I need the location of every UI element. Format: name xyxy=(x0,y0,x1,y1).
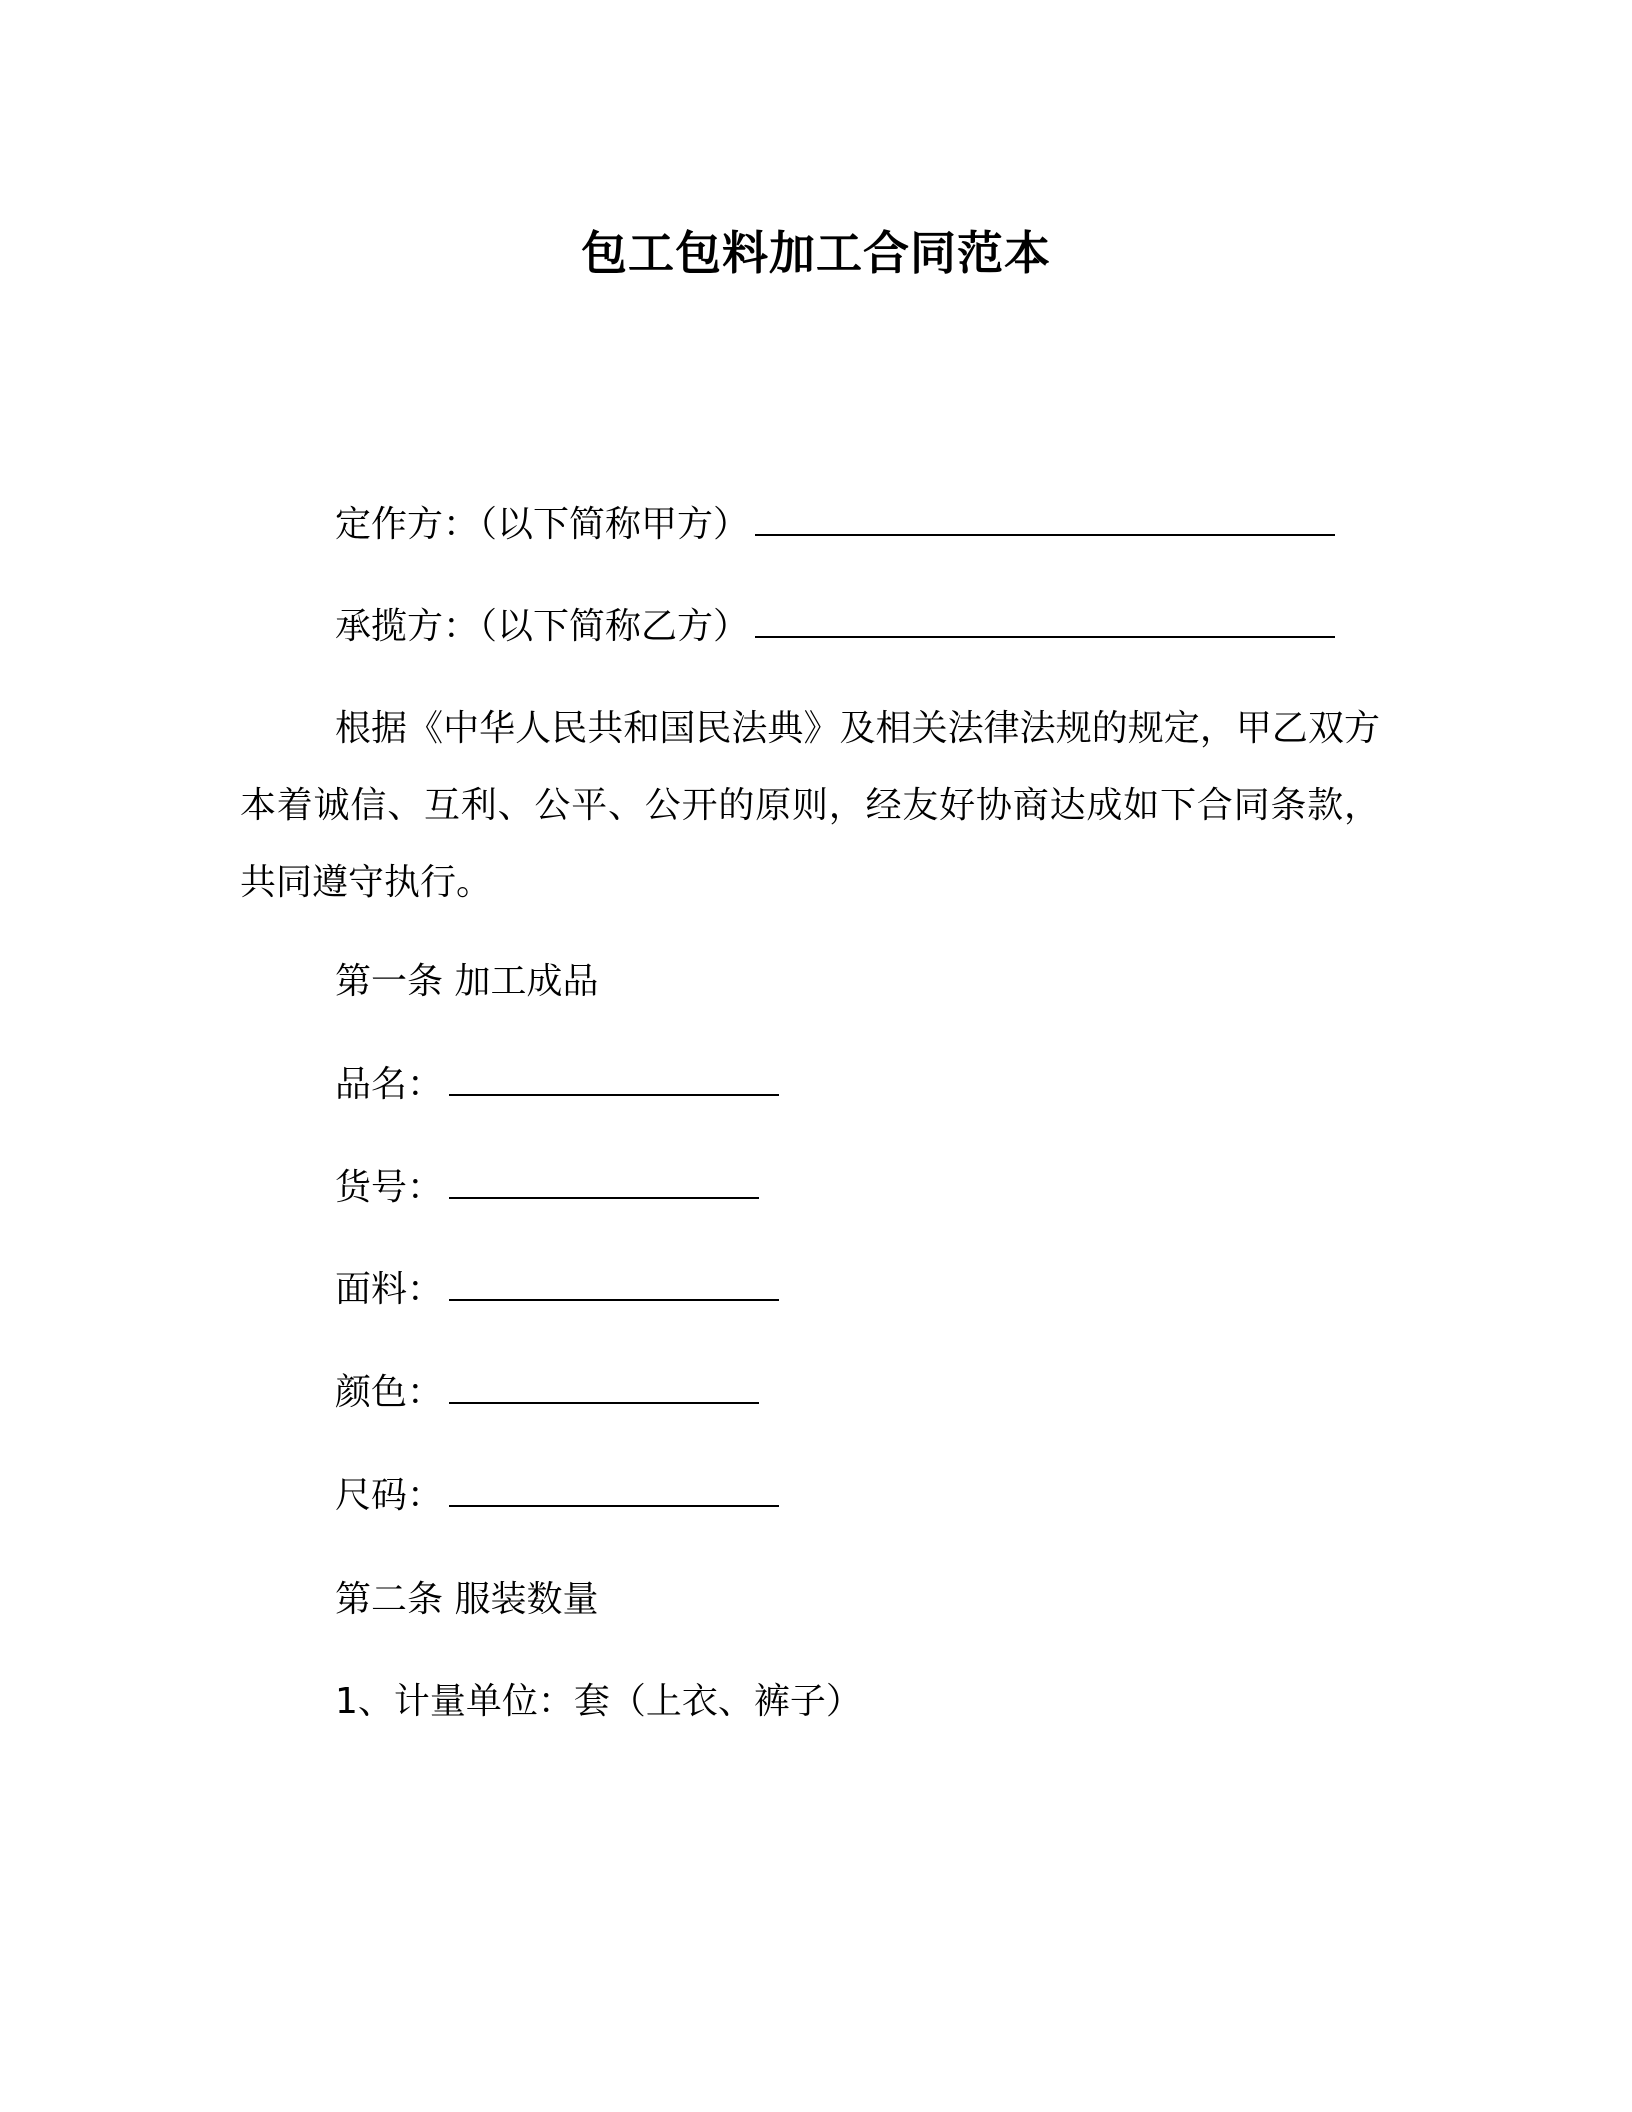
document-title: 包工包料加工合同范本 xyxy=(581,226,1051,280)
preamble-paragraph: 根据《中华人民共和国民法典》及相关法律法规的规定，甲乙双方本着诚信、互利、公平、公开的原则，经友好协商达成如下合同条款，共同遵守执行。 xyxy=(240,708,1380,903)
party-a-label: 定作方：（以下简称甲方） xyxy=(335,504,750,545)
party-b-label: 承揽方：（以下简称乙方） xyxy=(335,606,750,647)
size-line xyxy=(335,1471,779,1520)
color-blank xyxy=(449,1368,759,1404)
product-name-blank xyxy=(449,1060,779,1096)
party-b-blank xyxy=(755,602,1335,638)
party-a-line xyxy=(335,500,1335,549)
fabric-label: 面料： xyxy=(335,1269,444,1310)
party-a-blank xyxy=(755,500,1335,536)
fabric-blank xyxy=(449,1265,779,1301)
party-b-line xyxy=(335,602,1335,651)
item-number-blank xyxy=(449,1163,759,1199)
item-number-line xyxy=(335,1163,759,1212)
color-label: 颜色： xyxy=(335,1372,444,1413)
product-name-line xyxy=(335,1060,779,1109)
fabric-line xyxy=(335,1265,779,1314)
product-name-label: 品名： xyxy=(335,1064,444,1105)
article-2-heading: 第二条 服装数量 xyxy=(335,1579,599,1620)
article-1-heading: 第一条 加工成品 xyxy=(335,961,599,1002)
item-number-label: 货号： xyxy=(335,1167,444,1208)
color-line xyxy=(335,1368,759,1417)
unit-line: 1、计量单位：套（上衣、裤子） xyxy=(335,1681,862,1722)
size-blank xyxy=(449,1471,779,1507)
size-label: 尺码： xyxy=(335,1475,444,1516)
